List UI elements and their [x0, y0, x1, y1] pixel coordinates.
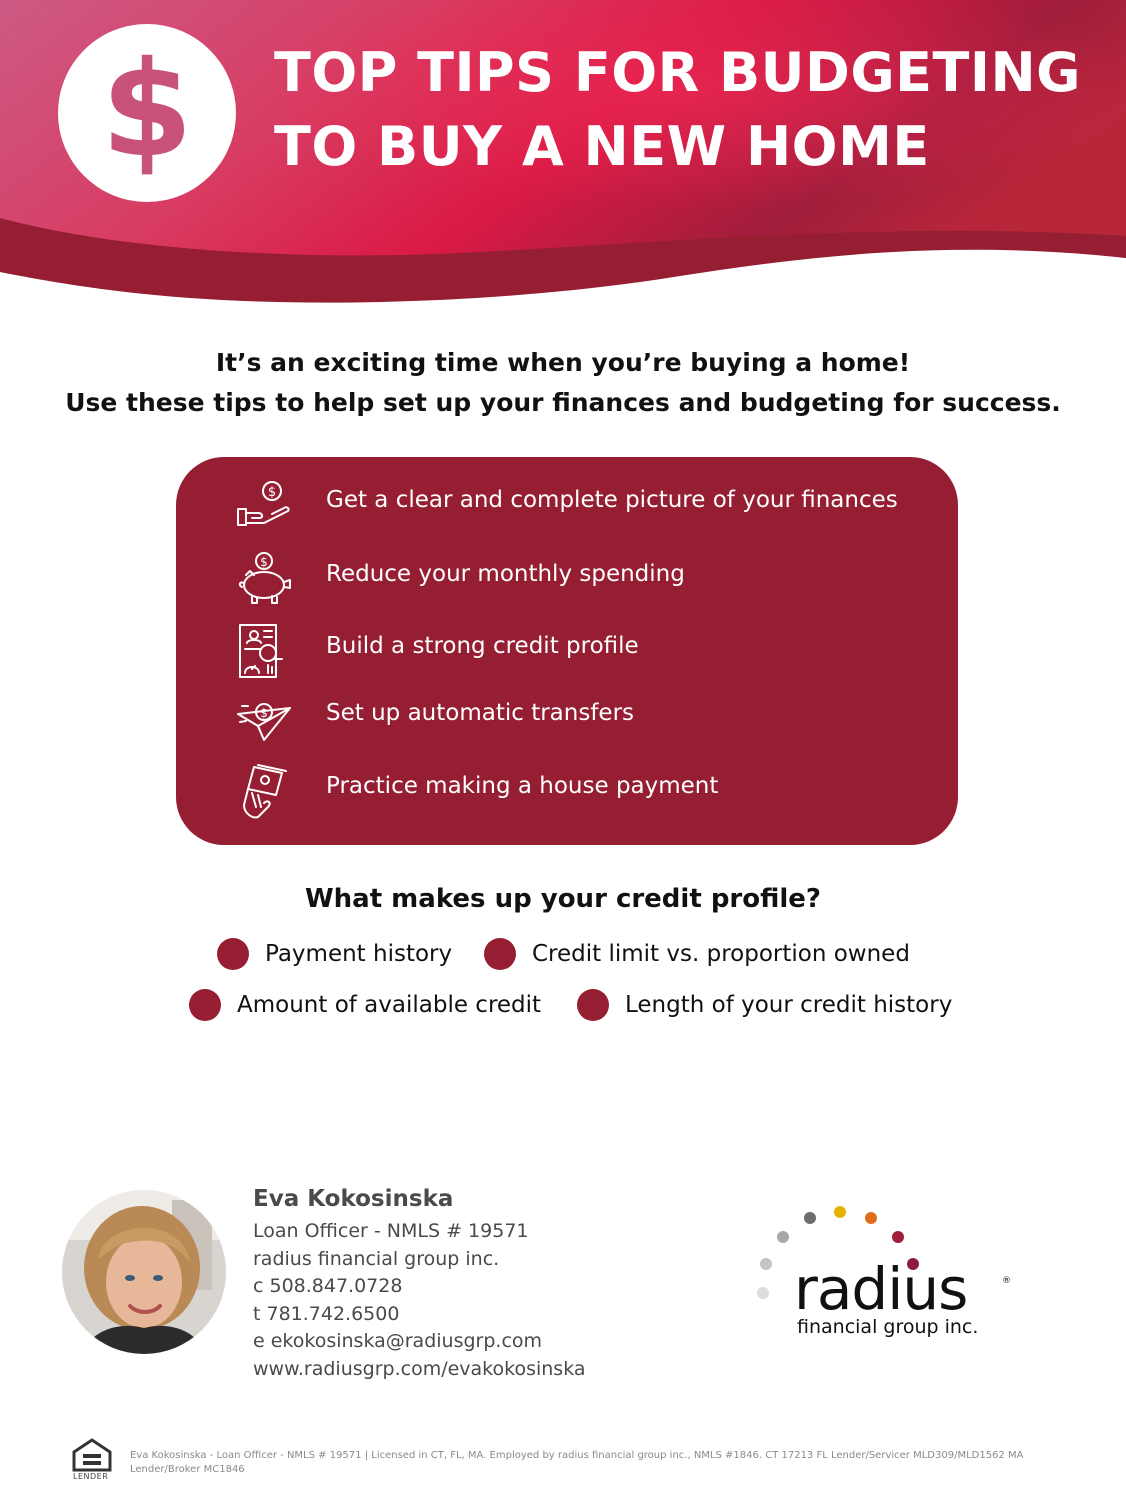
page-title-line-2: TO BUY A NEW HOME [274, 115, 930, 178]
credit-factor-credit-limit [484, 936, 910, 972]
bullet-dot-icon [189, 989, 221, 1021]
credit-factor-history-length [577, 987, 952, 1023]
bullet-dot-icon [217, 938, 249, 970]
logo-subtitle: financial group inc. [797, 1316, 979, 1338]
tip-label: Set up automatic transfers [326, 700, 635, 726]
contact-name: Eva Kokosinska [253, 1186, 454, 1212]
tip-item-spending [176, 545, 958, 605]
intro-line-1: It’s an exciting time when you’re buying a home! [215, 348, 911, 377]
tip-label: Build a strong credit profile [326, 633, 639, 659]
credit-factor-label: Credit limit vs. proportion owned [532, 941, 910, 967]
page-title-line-1: TOP TIPS FOR BUDGETING [274, 41, 1081, 104]
tip-item-house-payment [176, 757, 958, 817]
paper-plane-dollar-icon [234, 688, 294, 748]
logo-wordmark: radius [794, 1255, 968, 1323]
tip-label: Get a clear and complete picture of your finances [326, 487, 898, 513]
intro-line-2: Use these tips to help set up your finances and budgeting for success. [65, 388, 1061, 417]
contact-cell-phone[interactable]: c 508.847.0728 [253, 1275, 403, 1297]
credit-factor-label: Payment history [265, 941, 453, 967]
bullet-dot-icon [484, 938, 516, 970]
tips-panel [176, 457, 958, 845]
contact-website[interactable]: www.radiusgrp.com/evakokosinska [253, 1357, 586, 1380]
tip-label: Reduce your monthly spending [326, 561, 685, 587]
tip-item-transfers [176, 684, 958, 744]
contact-card [253, 1186, 586, 1383]
piggy-bank-icon [234, 549, 294, 609]
contact-office-phone[interactable]: t 781.742.6500 [253, 1302, 400, 1325]
contact-company: radius financial group inc. [253, 1247, 500, 1270]
credit-report-icon [234, 621, 294, 681]
radius-logo [750, 1196, 1020, 1346]
credit-profile-heading: What makes up your credit profile? [304, 884, 822, 914]
dollar-sign: $ [101, 33, 193, 187]
legal-disclaimer: Eva Kokosinska - Loan Officer - NMLS # 19571 | Licensed in CT, FL, MA. Employed by radius financial group inc., NMLS #1846. CT 17213 FL Lender/Servicer MLD309/MLD1562 MA Lender/Broker MC1846 [130, 1450, 1024, 1475]
dollar-badge-icon [58, 24, 236, 202]
avatar [62, 1190, 226, 1354]
tip-label: Practice making a house payment [326, 773, 719, 799]
bullet-dot-icon [577, 989, 609, 1021]
header-banner [0, 0, 1126, 320]
contact-email[interactable]: e ekokosinska@radiusgrp.com [253, 1330, 543, 1352]
tip-item-credit [176, 617, 958, 677]
credit-factor-available-credit [189, 987, 541, 1023]
svg-text:$: $ [267, 485, 277, 500]
equal-housing-lender-label: LENDER [73, 1472, 109, 1481]
credit-factor-label: Amount of available credit [237, 992, 542, 1018]
hand-cash-icon [234, 761, 294, 821]
registered-mark: ® [1002, 1276, 1011, 1286]
hand-coin-icon [234, 475, 294, 535]
contact-title: Loan Officer - NMLS # 19571 [253, 1220, 529, 1242]
svg-text:$: $ [260, 706, 268, 720]
credit-factor-label: Length of your credit history [625, 992, 953, 1018]
portrait-photo [62, 1190, 226, 1354]
credit-factor-payment-history [217, 936, 452, 972]
svg-text:$: $ [260, 555, 268, 569]
tip-item-finances [176, 471, 958, 531]
